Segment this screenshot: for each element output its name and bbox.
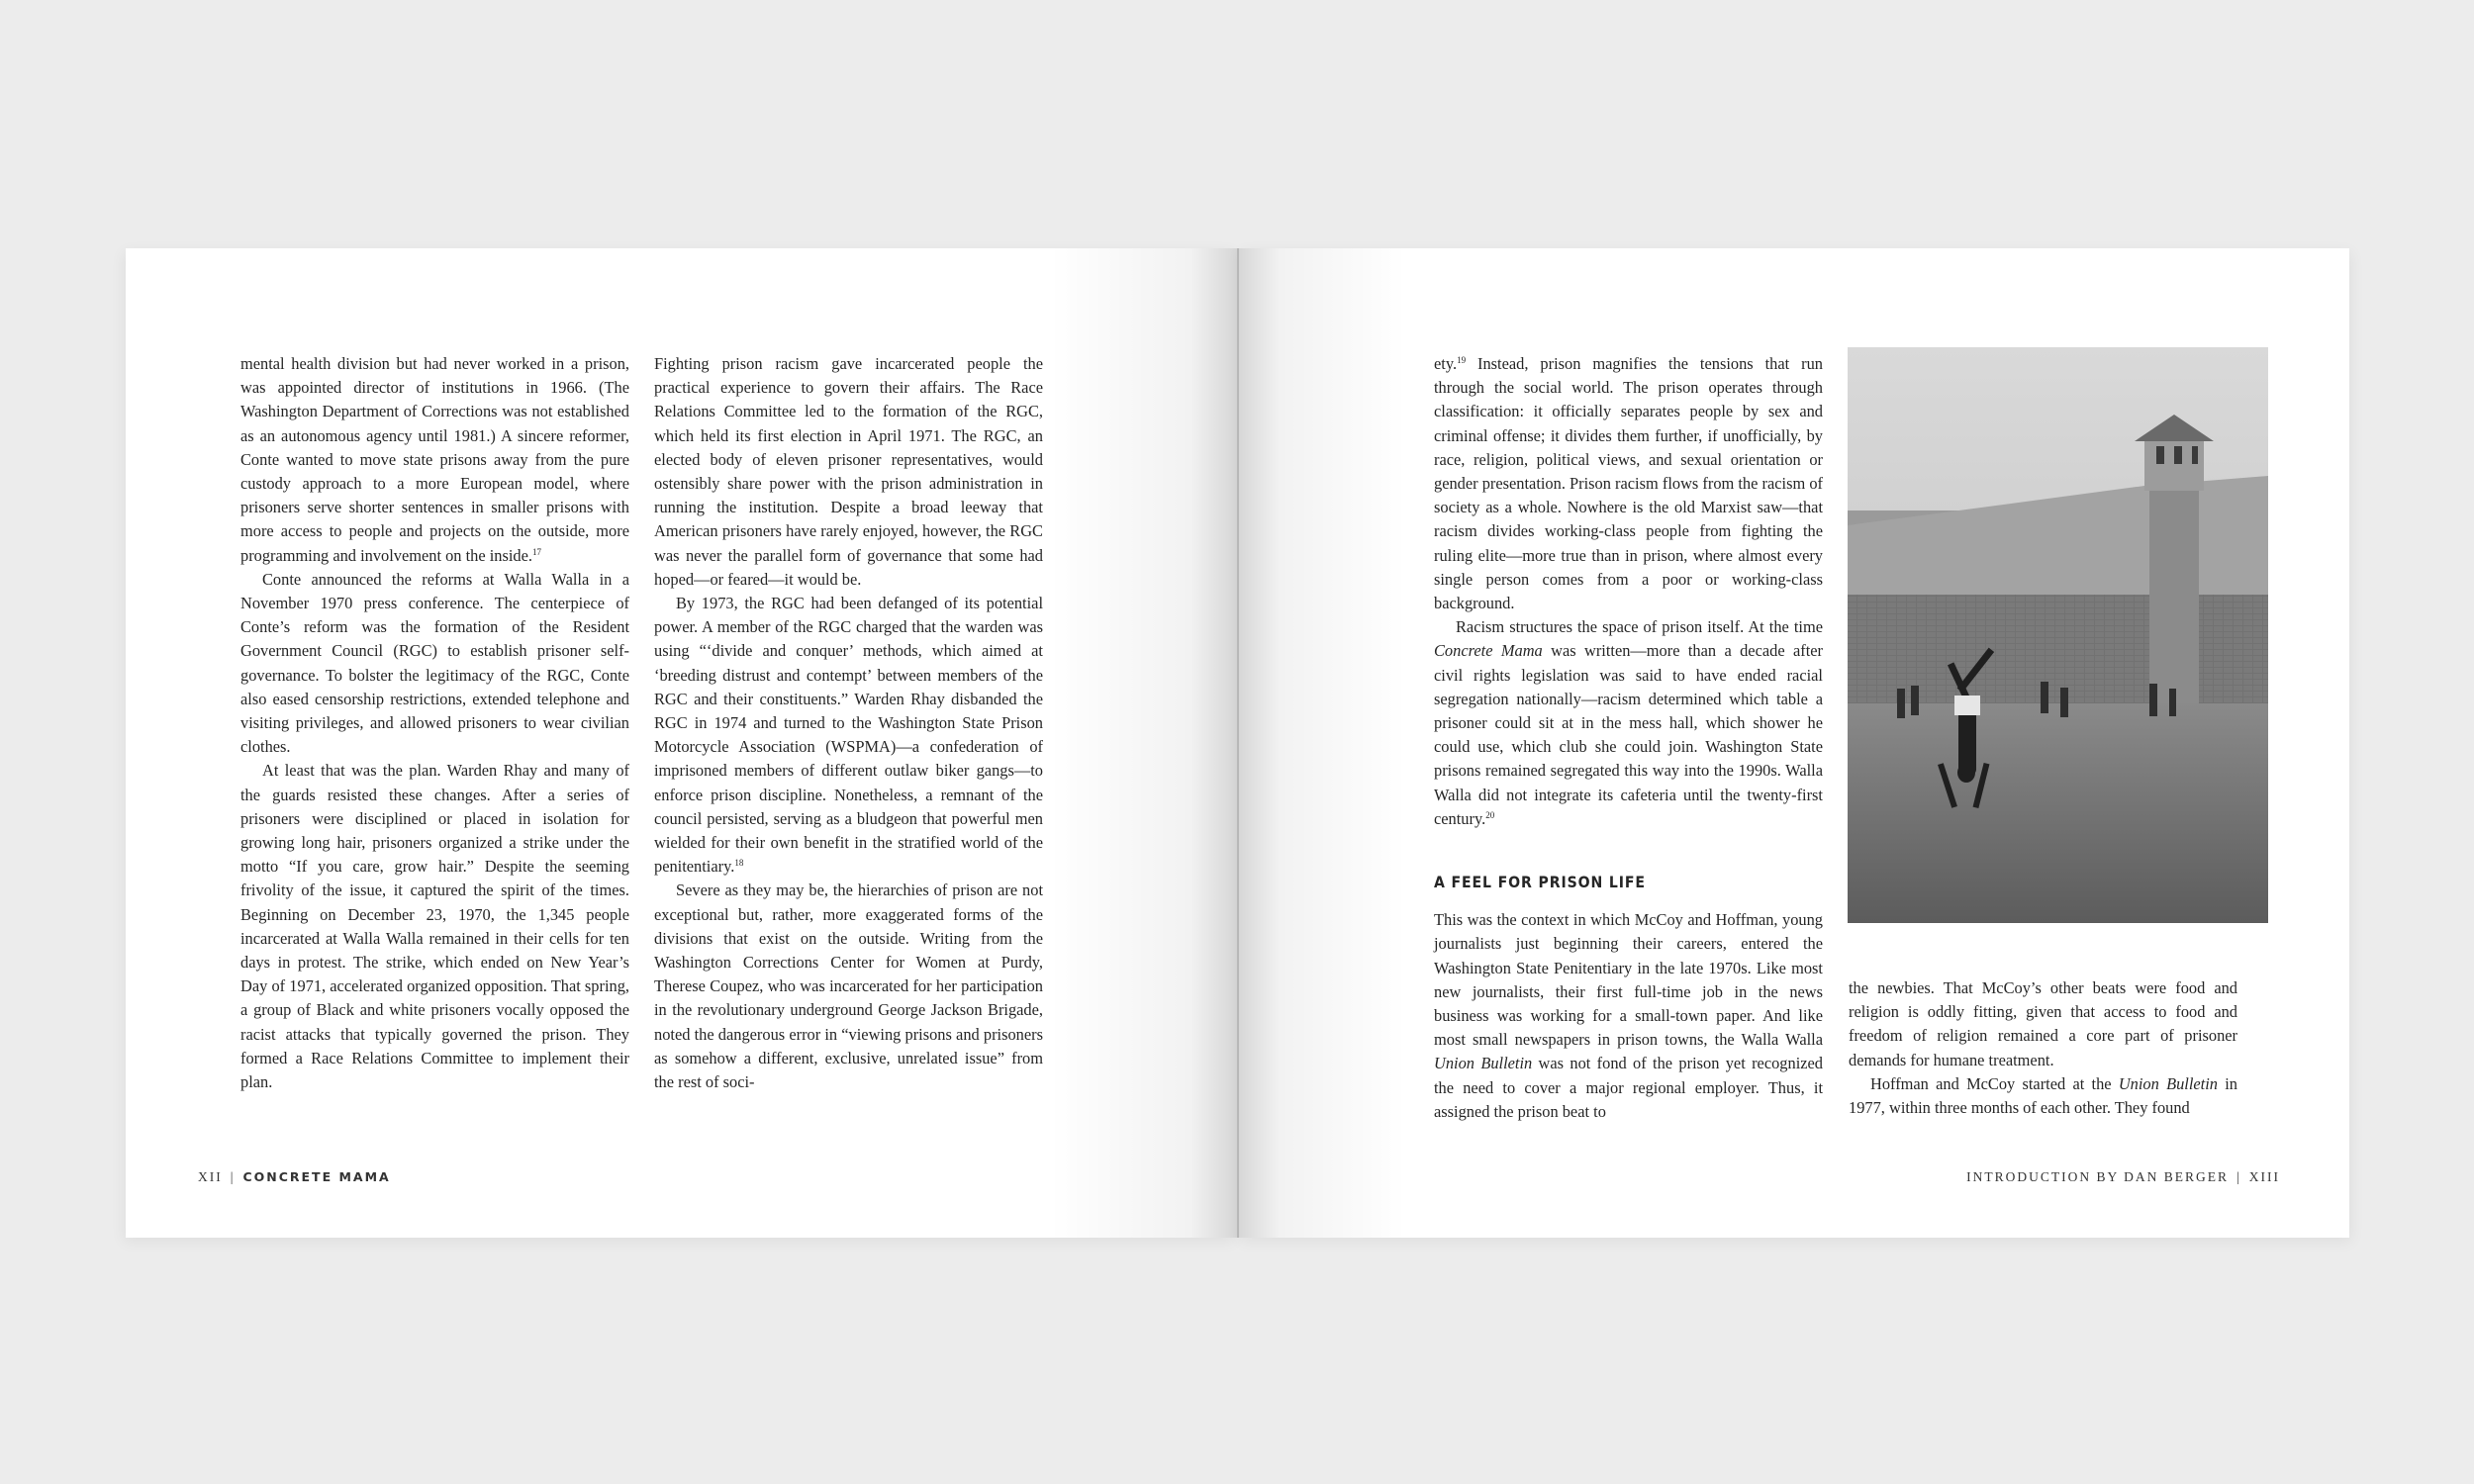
paragraph-text: This was the context in which McCoy and Hoffman, young journalists just beginning their careers, entered the Washington State Penitentiary in the late 1970s. Like most new journalists, their first full-time job in the news business was working for a small-town paper. And like most small newspapers in prison towns, the Walla Walla (1434, 910, 1823, 1050)
paragraph: Severe as they may be, the hierarchies of prison are not exceptional but, rather, more exaggerated forms of the divisions that exist on the outside. Writing from the Washington Corrections Center for Women at Purdy, Therese Coupez, who was incarcerated for her participation in the revolutionary underground George Jackson Brigade, noted the dangerous error in “viewing prisons and prisoners as somehow a different, exclusive, unrelated issue” from the rest of soci- (654, 881, 1043, 1092)
paragraph-text: By 1973, the RGC had been defanged of its potential power. A member of the RGC charged that the warden was using “‘divide and conquer’ methods, which aimed at ‘breeding distrust and contempt’ between members of the RGC and their constituents.” Warden Rhay disbanded the RGC in 1974 and turned to the Washington State Prison Motorcycle Association (WSPMA)—a confederation of imprisoned members of different outlaw biker gangs—to enforce prison discipline. Nonetheless, a remnant of the council persisted, serving as a bludgeon that powerful men wielded for their own benefit in the stratified world of the penitentiary. (654, 594, 1043, 877)
left-page-column-2 (654, 352, 1043, 1094)
paragraph: At least that was the plan. Warden Rhay and many of the guards resisted these changes. After a series of prisoners were disciplined or placed in isolation for growing long hair, prisoners organized a strike under the motto “If you care, grow hair.” Despite the seeming frivolity of the issue, it captured the spirit of the times. Beginning on December 23, 1970, the 1,345 people incarcerated at Walla Walla remained in their cells for ten days in protest. The strike, which ended on New Year’s Day of 1971, accelerated organized opposition. That spring, a group of Black and white prisoners vocally opposed the racist attacks that typically governed the prison. They formed a Race Relations Committee to implement their plan. (240, 761, 629, 1092)
paragraph: Fighting prison racism gave incarcerated people the practical experience to govern their affairs. The Race Relations Committee led to the formation of the RGC, which held its first election in April 1971. The RGC, an elected body of eleven prisoner representatives, would ostensibly share power with the prison administration in running the institution. Despite a broad leeway that American prisoners have rarely enjoyed, however, the RGC was never the parallel form of governance that some had hoped—or feared—it would be. (654, 354, 1043, 589)
paragraph: Conte announced the reforms at Walla Walla in a November 1970 press conference. The centerpiece of Conte’s reform was the formation of the Resident Government Council (RGC) to establish prisoner self-governance. To bolster the legitimacy of the RGC, Conte also eased censorship restrictions, extended telephone and visiting privileges, and allowed prisoners to wear civilian clothes. (240, 569, 629, 757)
paragraph (1434, 908, 1823, 1124)
folio-separator: | (2236, 1169, 2241, 1184)
footnote-ref[interactable]: 20 (1485, 809, 1495, 820)
right-folio (1966, 1169, 2280, 1185)
paragraph (1849, 1072, 2237, 1120)
running-head: INTRODUCTION BY DAN BERGER (1966, 1169, 2230, 1184)
folio-separator: | (230, 1169, 236, 1184)
paragraph (1434, 615, 1823, 831)
book-title: CONCRETE MAMA (242, 1169, 391, 1184)
paragraph-text: in 1977, within three months of each other. They found (1849, 1073, 2237, 1118)
page-number: XIII (2248, 1169, 2280, 1184)
paragraph-text: ety. (1434, 354, 1458, 373)
left-page (126, 248, 1237, 1238)
prison-yard-photo (1848, 347, 2268, 923)
book-title-italic: Concrete Mama (1434, 641, 1543, 661)
paragraph (1434, 352, 1823, 615)
newspaper-name-italic: Union Bulletin (1434, 1054, 1533, 1073)
paragraph-text: was not fond of the prison yet recognized the need to cover a major regional employer. Thus, it assigned the prison beat to (1434, 1054, 1823, 1121)
paragraph (654, 592, 1043, 879)
left-folio (198, 1169, 391, 1185)
paragraph (240, 352, 629, 568)
paragraph-text: Instead, prison magnifies the tensions that run through the social world. The prison operates through classification: it officially separates people by sex and criminal offense; it divides them further, if unofficially, by race, religion, political views, and sexual orientation or gender presentation. Prison racism flows from the racism of society as a whole. Nowhere is the old Marxist saw—that racism divides working-class people from fighting the ruling elite—more true than in prison, where almost every single person comes from a poor or working-class background. (1434, 354, 1823, 613)
page-number: XII (198, 1169, 223, 1184)
paragraph-text: was written—more than a decade after civil rights legislation was said to have ended racial segregation nationally—racism determined which table a prisoner could sit at in the mess hall, which shower he could use, which club she could join. Washington State prisons remained segregated this way into the 1990s. Walla Walla did not integrate its cafeteria until the twenty-first century. (1434, 641, 1823, 828)
paragraph: the newbies. That McCoy’s other beats were food and religion is oddly fitting, given that access to food and freedom of religion remained a core part of prisoner demands for humane treatment. (1849, 978, 2237, 1069)
footnote-ref[interactable]: 19 (1457, 355, 1467, 365)
footnote-ref[interactable]: 18 (734, 858, 744, 869)
right-page (1238, 248, 2349, 1238)
gutter-shadow (1238, 248, 1406, 1238)
book-spine (1237, 248, 1239, 1238)
paragraph-text: Hoffman and McCoy started at the (1870, 1073, 2119, 1093)
newspaper-name-italic: Union Bulletin (2118, 1073, 2218, 1093)
paragraph-text: mental health division but had never worked in a prison, was appointed director of institutions in 1966. (The Washington Department of Corrections was not established as an autonomous agency until 1981.) A sincere reformer, Conte wanted to move state prisons away from the pure custody approach to a more European model, where prisoners serve shorter sentences in smaller prisons with more access to people and projects on the outside, more programming and involvement on the inside. (240, 354, 629, 565)
footnote-ref[interactable]: 17 (531, 546, 541, 557)
right-page-column-1 (1434, 352, 1823, 1124)
left-page-column-1 (240, 352, 629, 1094)
right-page-column-2 (1849, 976, 2237, 1120)
section-heading: A FEEL FOR PRISON LIFE (1434, 873, 1646, 892)
gutter-shadow (1049, 248, 1237, 1238)
paragraph-text: Racism structures the space of prison itself. At the time (1456, 617, 1823, 637)
